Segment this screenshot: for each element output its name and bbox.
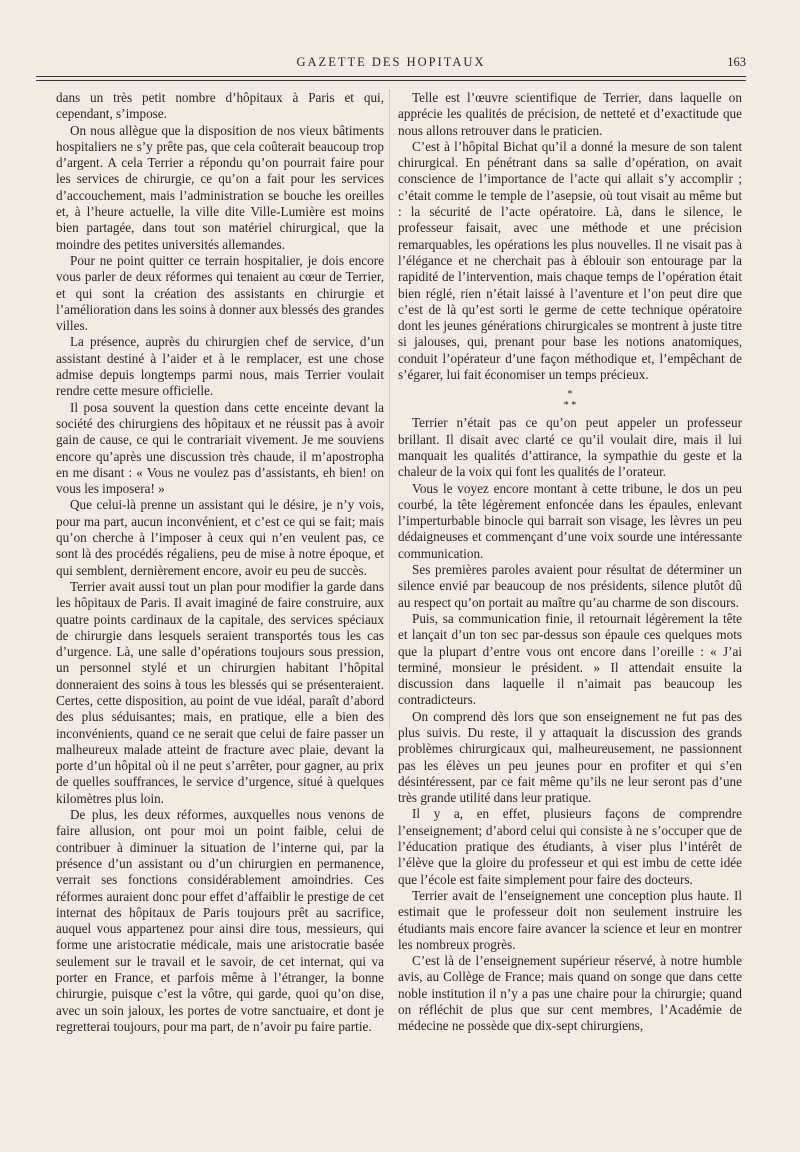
asterism-top: * (567, 389, 573, 401)
paragraph: On nous allègue que la disposition de nos vieux bâtiments hospitaliers ne s’y prête pas, que cela coûterait beaucoup trop d’argent. A cela Terrier a répondu qu’on pourrait faire pour les services de chirurgie, ce qu’on a fait pour les services d’accouchement, mais l’administration se bouche les oreilles et, à l’heure actuelle, la ville dite Ville-Lumière est moins bien partagée, dans tout son matériel chirurgical, que la moindre des petites universités allemandes. (56, 122, 384, 252)
paragraph: On comprend dès lors que son enseignement ne fut pas des plus suivis. Du reste, il y attaquait la discussion des grands problèmes chirurgicaux qui, malheureusement, ne passionnent pas les élèves un peu jeunes pour en profiter et qui s’en désintéressent, par ce fait même qu’ils ne leur seront pas d’une très grande utilité dans leur pratique. (398, 708, 742, 806)
left-column (56, 90, 384, 1035)
paragraph: Puis, sa communication finie, il retournait légèrement la tête et lançait d’un ton sec par-dessus son épaule ces quelques mots que la plupart d’entre vous ont encore dans l’oreille : « J’ai terminé, monsieur le président. » Il attendait ensuite la discussion dans laquelle il n’aimait pas beaucoup les contradicteurs. (398, 610, 742, 708)
page-header (36, 55, 746, 75)
section-asterism (398, 389, 742, 411)
running-title: GAZETTE DES HOPITAUX (296, 55, 486, 69)
paragraph: C’est à l’hôpital Bichat qu’il a donné la mesure de son talent chirurgical. En pénétrant dans sa salle d’opération, on avait conscience de l’importance de l’acte qui allait s’y accomplir ; c’était comme le temple de l’asepsie, où tout visait au même but : la sécurité de l’acte opératoire. Là, dans le silence, le professeur faisait, avec une méthode et une précision remarquables, les opérations les plus nouvelles. Il ne visait pas à l’élégance et ne cherchait pas à éblouir son entourage par la rapidité de l’intervention, mais chaque temps de l’opération était bien réglé, rien n’était laissé à l’aventure et l’on peut dire que c’est de là qu’est sorti le germe de cette technique opératoire dont les jeunes générations chirurgicales se montrent à juste titre si jalouses, qui, prenant pour base les notions anatomiques, conduit l’opérateur d’une façon méthodique et, l’empêchant de s’égarer, lui fait économiser un temps précieux. (398, 138, 742, 383)
paragraph: Terrier avait aussi tout un plan pour modifier la garde dans les hôpitaux de Paris. Il avait imaginé de faire construire, aux quatre points cardinaux de la capitale, des services spéciaux de chirurgie dans lesquels seraient transportés tous les cas d’urgence. Là, une salle d’opérations toujours sous pression, un personnel stylé et un chirurgien habitant l’hôpital donneraient des soins à tous les blessés qui se présenteraient. Certes, cette disposition, au point de vue idéal, paraît d’abord des plus séduisantes; mais, en pratique, elle a bien des inconvénients, quand ce ne serait que celui de faire passer un malheureux malade atteint de fracture avec plaie, devant la porte d’un hôpital où il ne peut s’arrêter, pour gagner, au prix de quelles souffrances, le service d’urgence, situé à quelques kilomètres plus loin. (56, 578, 384, 806)
paragraph: Il posa souvent la question dans cette enceinte devant la société des chirurgiens des hôpitaux et ne réussit pas à avoir gain de cause, ce qui le contrariait vivement. Je me souviens encore qu’après une discussion très chaude, il m’apostropha en me disant : « Vous ne voulez pas d’assistants, eh bien! on vous les imposera! » (56, 399, 384, 497)
paragraph: Terrier avait de l’enseignement une conception plus haute. Il estimait que le professeur doit non seulement instruire les étudiants mais encore faire avancer la science et leur en montrer les nombreux progrès. (398, 887, 742, 952)
header-rule-top (36, 76, 746, 77)
paragraph: Vous le voyez encore montant à cette tribune, le dos un peu courbé, la tête légèrement enfoncée dans les épaules, enlevant l’imperturbable binocle qui barrait son visage, les lèvres un peu dédaigneuses et commençant d’une voix sourde une intéressante communication. (398, 480, 742, 561)
asterism-bottom: * * (563, 400, 577, 412)
page-number: 163 (727, 55, 746, 69)
paragraph: La présence, auprès du chirurgien chef de service, d’un assistant destiné à l’aider et à le remplacer, est une chose admise depuis longtemps parmi nous, mais Terrier voulait rendre cette mesure officielle. (56, 334, 384, 399)
header-rule-bottom (36, 80, 746, 81)
paragraph: dans un très petit nombre d’hôpitaux à Paris et qui, cependant, s’impose. (56, 90, 384, 122)
paragraph: Ses premières paroles avaient pour résultat de déterminer un silence envié par beaucoup de nos présidents, silence plutôt dû au respect qu’on portait au maître qu’au charme de son discours. (398, 562, 742, 610)
paragraph: De plus, les deux réformes, auxquelles nous venons de faire allusion, ont pour moi un point faible, celui de contribuer à diminuer la situation de l’interne qui, par la présence d’un assistant ou d’un chirurgien en permanence, verrait ses fonctions considérablement amoindries. Ces réformes auraient donc pour effet d’affaiblir le prestige de cet internat des hôpitaux de Paris toujours prêt au sacrifice, auquel vous appartenez pour ainsi dire tous, messieurs, qui forme une aristocratie médicale, mais une aristocratie basée seulement sur le travail et le savoir, de cet internat, qui va porter en France, et parfois même à l’étranger, la bonne chirurgie, puisque c’est la vôtre, qui garde, quoi qu’on dise, avec un soin jaloux, les portes de votre sanctuaire, et dont je regretterai toujours, pour ma part, de n’avoir pu faire partie. (56, 807, 384, 1034)
paragraph: Pour ne point quitter ce terrain hospitalier, je dois encore vous parler de deux réformes qui tenaient au cœur de Terrier, et qui sont la création des assistants en chirurgie et l’amélioration dans les soins à donner aux blessés des grandes villes. (56, 252, 384, 334)
paragraph: C’est là de l’enseignement supérieur réservé, à notre humble avis, au Collège de France; mais quand on songe que dans cette noble institution il n’y a pas une chaire pour la chirurgie; quand on réfléchit de plus que sur cent membres, l’Académie de médecine ne possède que dix-sept chirurgiens, (398, 953, 742, 1034)
paragraph: Terrier n’était pas ce qu’on peut appeler un professeur brillant. Il disait avec clarté ce qu’il voulait dire, mais il lui manquait les qualités d’attirance, la sympathie du geste et la chaleur de la voix qui font les qualités de l’orateur. (398, 415, 742, 480)
paragraph: Que celui-là prenne un assistant qui le désire, je n’y vois, pour ma part, aucun inconvénient, et c’est ce qui se fait; mais qu’on cherche à l’imposer à ceux qui n’en veulent pas, ce sont là des procédés régaliens, peu de mise à notre époque, et qui semblent, dernièrement encore, avoir eu peu de succès. (56, 497, 384, 578)
paragraph: Il y a, en effet, plusieurs façons de comprendre l’enseignement; d’abord celui qui consiste à ne s’occuper que de l’éducation pratique des étudiants, à viser plus l’intérêt de l’élève que la gloire du professeur et qui est imbu de cette idée que l’école est faite simplement pour faire des docteurs. (398, 806, 742, 887)
column-divider (389, 90, 390, 730)
right-column (398, 90, 742, 1035)
paragraph: Telle est l’œuvre scientifique de Terrier, dans laquelle on apprécie les qualités de précision, de netteté et d’exactitude que nous allons retrouver dans le praticien. (398, 90, 742, 138)
